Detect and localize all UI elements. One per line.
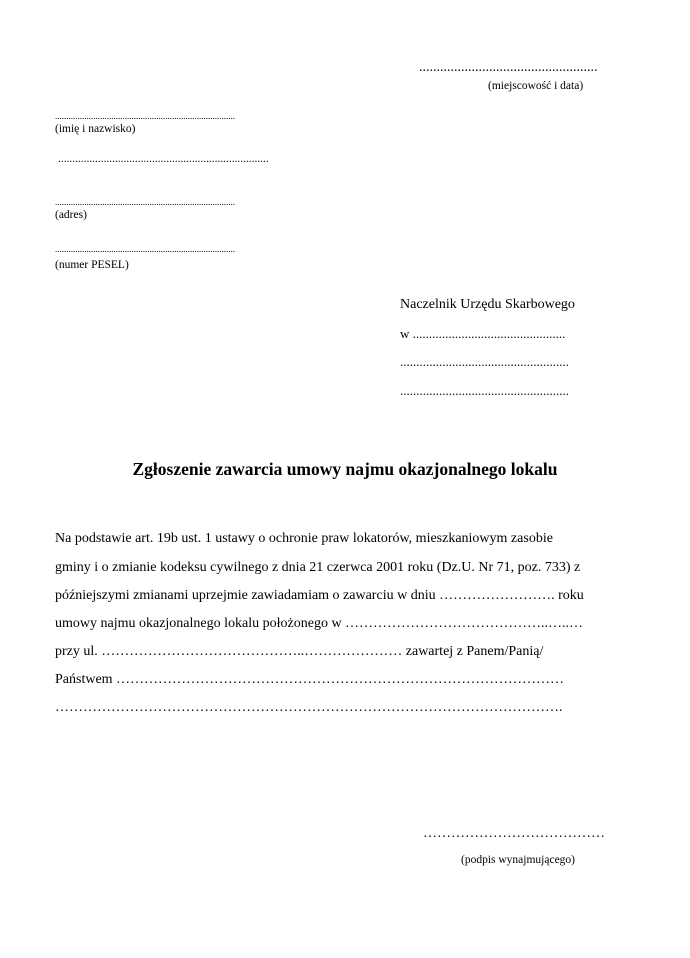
signature-dots: ………………………………… <box>423 826 605 841</box>
recipient-line-4: .................................................... <box>400 383 569 398</box>
body-line-6: Państwem …………………………………………………………………………………… <box>55 672 565 687</box>
address-label: (adres) <box>55 209 87 221</box>
place-date-label: (miejscowość i data) <box>488 80 584 92</box>
name-dots: ................................................................................ <box>55 111 235 121</box>
body-line-4: umowy najmu okazjonalnego lokalu położonego w ……………………………………..…..… <box>55 616 584 631</box>
signature-label: (podpis wynajmującego) <box>461 854 576 866</box>
pesel-label: (numer PESEL) <box>55 259 129 271</box>
body-line-7: ………………………………………………………………………………………………. <box>55 700 563 715</box>
place-date-dots: ................................................... <box>419 60 598 75</box>
address-dots: ................................................................................ <box>55 197 235 207</box>
body-line-1: Na podstawie art. 19b ust. 1 ustawy o ochronie praw lokatorów, mieszkaniowym zasobie <box>55 531 553 546</box>
extra-dots: .......................................................................... <box>58 153 269 165</box>
body-line-2: gminy i o zmianie kodeksu cywilnego z dnia 21 czerwca 2001 roku (Dz.U. Nr 71, poz. 733) z <box>55 560 581 575</box>
name-label: (imię i nazwisko) <box>55 123 136 135</box>
recipient-line-3: .................................................... <box>400 354 569 369</box>
recipient-line-1: Naczelnik Urzędu Skarbowego <box>400 297 575 312</box>
pesel-dots: ................................................................................ <box>55 244 235 254</box>
body-line-3: późniejszymi zmianami uprzejmie zawiadamiam o zawarciu w dniu ……………………. roku <box>55 588 584 603</box>
recipient-line-2: w ............................................... <box>400 326 566 341</box>
document-title: Zgłoszenie zawarcia umowy najmu okazjonalnego lokalu <box>132 459 558 479</box>
body-line-5: przy ul. ……………………………………..………………… zawartej z Panem/Panią/ <box>55 644 544 659</box>
